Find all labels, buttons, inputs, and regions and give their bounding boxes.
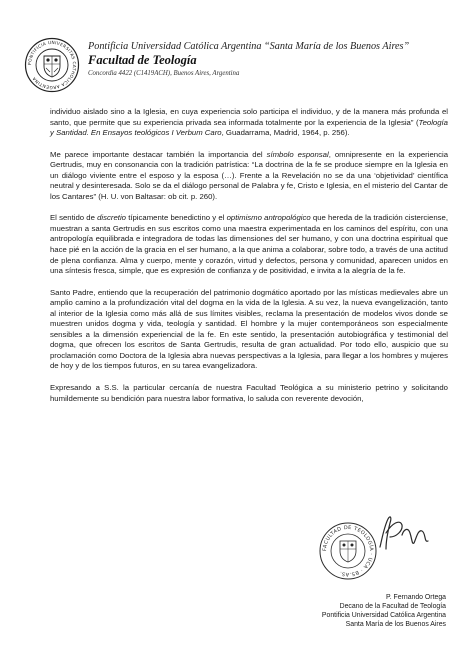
faculty-stamp-icon (318, 521, 378, 581)
handwritten-signature-icon (372, 509, 436, 559)
svg-text:PONTIFICIA UNIVERSITAS CATHOLI: PONTIFICIA UNIVERSITAS CATHOLICA ARGENTINA (27, 40, 77, 90)
signatory-block (322, 593, 446, 629)
paragraph-3: El sentido de discretio típicamente benedictino y el optimismo antropológico que hereda de la tradición cisterciense, muestran a santa Gertrudis en sus escritos como una maestra experimentada en los caminos del espíritu, con una antropología equilibrada e integradora de todas las dimensiones del ser humano, y con una doctrina espiritual que hace pié en la acción de la gracia en el ser humano, a la que anima a colaborar, sobre todo, a través de una actitud de plena confianza. Alma y cuerpo, mente y corazón, virtud y defectos, persona y comunidad, aparecen unidos en una síntesis fresca, simple, que es expresión de confianza y de positividad, e invita a la alegría de la fe. (50, 213, 448, 276)
faculty-name: Facultad de Teología (88, 53, 197, 67)
letter-body (50, 107, 448, 415)
paragraph-2: Me parece importante destacar también la importancia del símbolo esponsal, omnipresente en la experiencia Gertrudis, muy en consonancia con la tradición patrística: “La doctrina de la fe se produce siempre en la Iglesia en un diálogo viviente entre el esposo y la esposa (…). Frente a la Revelación no se da una ‘objetividad’ científica neutral y desinteresada. Solo se da el diálogo personal de Palabra y fe, Cristo e Iglesia, en el misterio del Cantar de los Cantares” (H. U. von Baltasar: ob cit. p. 260). (50, 149, 448, 201)
signatory-place: Santa María de los Buenos Aires (345, 621, 446, 628)
paragraph-4: Santo Padre, entiendo que la recuperación del patrimonio dogmático aportado por las místicas medievales abre un amplio camino a la profundización vital del dogma en la vida de la Iglesia. A su vez, la nueva evangelización, tanto al interior de la Iglesia como más allá de sus límites visibles, reclama la presentación de modelos vivos donde se muestren unidos dogma y vida, teología y santidad. El hombre y la mujer contemporáneos son especialmente sensibles a la dimensión experiencial de la fe. En este sentido, la presentación autobiográfica y testimonial del dogma, que ofrecen los escritos de Santa Gertrudis, resulta de gran actualidad. Por todo ello, auspicio que su proclamación como Doctora de la Iglesia abra nuevas perspectivas a la Iglesia, para llegar a los hombres y mujeres de hoy y de los tiempos futuros, en su tarea evangelizadora. (50, 287, 448, 371)
signatory-name: P. Fernando Ortega (385, 594, 446, 601)
svg-text:FACULTAD DE TEOLOGÍA · UCA · B: FACULTAD DE TEOLOGÍA · UCA · BS.AS. (321, 524, 375, 578)
paragraph-1: individuo aislado sino a la Iglesia, en cuya experiencia solo participa el individuo, y de la manera más profunda el santo, que permite que su experiencia privada sea informada totalmente por la experiencia de la Iglesia” (Teología y Santidad. En Ensayos teológicos I Verbum Caro, Guadarrama, Madrid, 1964, p. 256). (50, 107, 448, 138)
university-seal-icon (24, 37, 80, 93)
signatory-title: Decano de la Facultad de Teología (339, 603, 446, 610)
letterhead-text (88, 41, 468, 77)
signatory-institution: Pontificia Universidad Católica Argentina (321, 612, 446, 619)
university-name: Pontificia Universidad Católica Argentina “Santa María de los Buenos Aires” (88, 41, 410, 52)
closing-paragraph: Expresando a S.S. la particular cercanía de nuestra Facultad Teológica a su ministerio petrino y solicitando humildemente su bendición para nuestra labor formativa, lo saluda con reverente devoción, (50, 383, 448, 403)
faculty-address: Concordia 4422 (C1419ACH), Buenos Aires, Argentina (88, 70, 240, 77)
letterhead (0, 0, 476, 92)
